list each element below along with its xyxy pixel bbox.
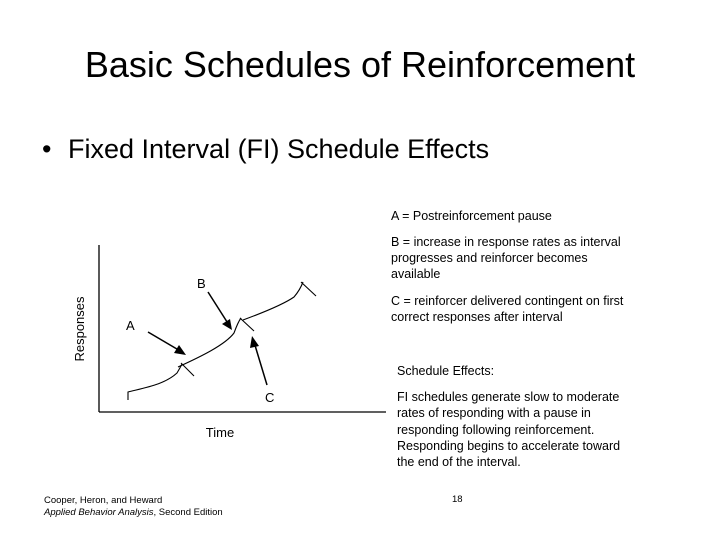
legend-c: C = reinforcer delivered contingent on first correct responses after interval (391, 294, 624, 324)
schedule-effects-heading: Schedule Effects: (397, 364, 495, 378)
reinforcer-mark-1 (181, 363, 194, 376)
slide-number: 18 (452, 494, 463, 505)
response-curve-segment-2 (178, 318, 241, 367)
y-axis-label: Responses (72, 296, 87, 362)
x-axis-label: Time (205, 425, 235, 440)
bullet-text: Fixed Interval (FI) Schedule Effects (68, 134, 490, 164)
reinforcer-mark-2 (240, 318, 254, 331)
response-curve-segment-1 (128, 364, 182, 400)
arrowhead-a (174, 345, 186, 355)
citation (44, 495, 223, 519)
citation-book-title: Applied Behavior Analysis (44, 507, 154, 518)
response-curve-segment-3 (243, 282, 303, 320)
citation-edition: , Second Edition (153, 507, 223, 518)
arrowhead-c (250, 336, 259, 348)
legend-b: B = increase in response rates as interval progresses and reinforcer becomes available (391, 235, 621, 281)
reinforcer-mark-3 (301, 282, 316, 296)
label-c: C (265, 390, 275, 405)
citation-book-line (44, 507, 223, 519)
schedule-effects-body: FI schedules generate slow to moderate rates of responding with a pause in responding following reinforcement. Responding begins to accelerate toward the end of the interval. (397, 390, 621, 470)
bullet-marker: • (42, 134, 52, 164)
arrow-b (208, 292, 229, 325)
citation-authors: Cooper, Heron, and Heward (44, 495, 163, 506)
slide-title: Basic Schedules of Reinforcement (84, 44, 636, 85)
arrow-c (254, 342, 267, 385)
label-a: A (126, 318, 135, 333)
legend-a: A = Postreinforcement pause (391, 209, 552, 223)
label-b: B (197, 276, 206, 291)
